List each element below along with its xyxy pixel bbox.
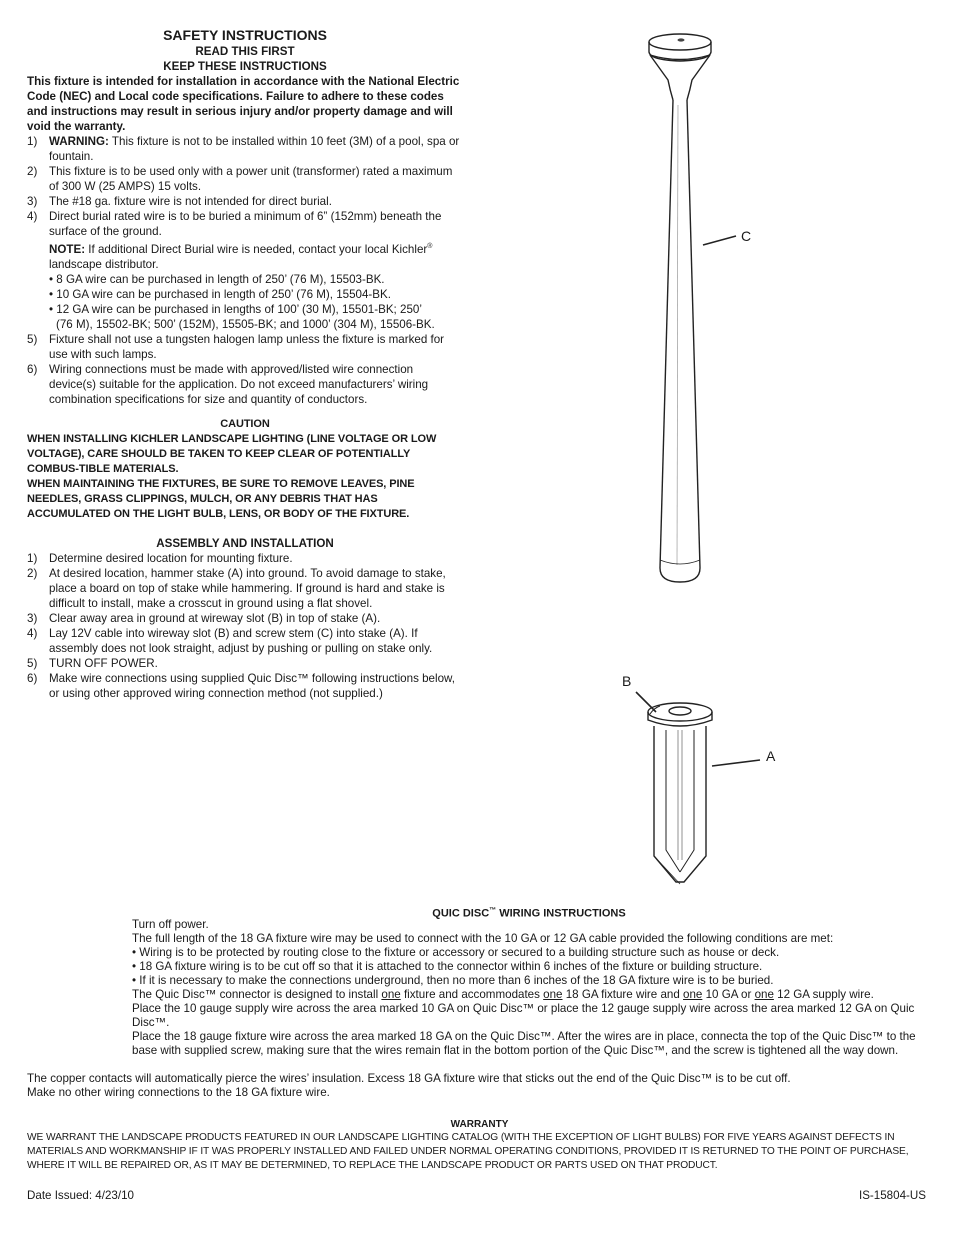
safety-subtitle-read: READ THIS FIRST [195, 45, 295, 58]
step-number: 6) [27, 672, 38, 685]
text-run: 12 GA supply wire. [773, 988, 874, 1001]
quic-no-other: Make no other wiring connections to the 18 GA fixture wire. [27, 1086, 330, 1099]
caution-maintain: WHEN MAINTAINING THE FIXTURES, BE SURE TO REMOVE LEAVES, PINE NEEDLES, GRASS CLIPPINGS, MULCH, OR ANY DEBRIS THAT HAS ACCUMULATED ON THE LIGHT BULB, LENS, OR BODY OF THE FIXTURE. [27, 478, 415, 520]
step-text: Lay 12V cable into wireway slot (B) and screw stem (C) into stake (A). If assembly does not look straight, adjust by pushing or pulling on stake only. [49, 627, 433, 655]
stake-illustration [648, 703, 712, 884]
registered-mark: ® [427, 243, 433, 250]
safety-subtitle-keep: KEEP THESE INSTRUCTIONS [163, 60, 327, 73]
item-number: 5) [27, 332, 38, 346]
leader-line-a [712, 760, 760, 766]
text-run: one [754, 988, 774, 1001]
item-text: The #18 ga. fixture wire is not intended for direct burial. [49, 195, 332, 208]
warranty-title: WARRANTY [450, 1119, 509, 1130]
quic-designed [132, 988, 932, 1002]
quic-bullet-3: • If it is necessary to make the connections underground, then no more than 6 inches of the 18 GA fixture wire is to be buried. [132, 974, 774, 987]
caution-install: WHEN INSTALLING KICHLER LANDSCAPE LIGHTING (LINE VOLTAGE OR LOW VOLTAGE), CARE SHOULD BE TAKEN TO KEEP CLEAR OF POTENTIALLY COMBUS-TIBLE MATERIALS. [27, 433, 437, 475]
text-run: 10 GA or [702, 988, 755, 1001]
wire-bullet-12ga: • 12 GA wire can be purchased in lengths of 100’ (30 M), 15501-BK; 250’ [49, 302, 422, 316]
item-text: Fixture shall not use a tungsten halogen lamp unless the fixture is marked for use with such lamps. [49, 332, 445, 361]
step-number: 5) [27, 657, 38, 670]
note-text-2: landscape distributor. [49, 257, 159, 271]
note-text: If additional Direct Burial wire is needed, contact your local Kichler [85, 242, 428, 256]
step-text: Make wire connections using supplied Quic Disc™ following instructions below, or using other approved wiring connection method (not supplied.) [49, 672, 455, 700]
quic-title-rest: WIRING INSTRUCTIONS [496, 907, 626, 920]
label-a-stake: A [766, 748, 776, 764]
fixture-cap-illustration [649, 34, 711, 100]
quic-full-length: The full length of the 18 GA fixture wire may be used to connect with the 10 GA or 12 GA cable provided the following conditions are met: [132, 932, 834, 945]
quic-title-tm: ™ [489, 907, 497, 914]
warning-label: WARNING: [49, 135, 109, 148]
step-number: 2) [27, 567, 38, 580]
text-run: one [543, 988, 563, 1001]
step-text: Clear away area in ground at wireway slot (B) in top of stake (A). [49, 612, 381, 625]
quic-place-supply: Place the 10 gauge supply wire across the area marked 10 GA on Quic Disc™ or place the 12 gauge supply wire across the area marked 12 GA on Quic Disc™. [132, 1002, 915, 1029]
quic-place-fixture: Place the 18 gauge fixture wire across the area marked 18 GA on the Quic Disc™. After the wires are in place, connecta the top of the Quic Disc™ to the base with supplied screw, making sure that the wires remain flat in the bottom portion of the Quic Disc™, and the screw is tightened all the way down. [132, 1030, 916, 1057]
step-number: 3) [27, 612, 38, 625]
label-b-wireway-slot: B [622, 673, 632, 689]
step-number: 4) [27, 627, 38, 640]
step-text: At desired location, hammer stake (A) into ground. To avoid damage to stake, place a board on top of stake while hammering. If ground is hard and stake is difficult to install, make a crosscut in ground using a flat shovel. [49, 567, 446, 610]
fixture-stem-illustration [660, 100, 700, 582]
text-run: The Quic Disc™ connector is designed to install [132, 988, 382, 1001]
leader-line-b [636, 692, 656, 712]
item-number: 3) [27, 195, 38, 208]
caution-title: CAUTION [220, 418, 270, 430]
quic-disc-body [132, 918, 932, 1058]
text-run: one [683, 988, 703, 1001]
step-text: Determine desired location for mounting fixture. [49, 552, 293, 565]
label-c-stem: C [741, 228, 752, 244]
text-run: fixture and accommodates [400, 988, 544, 1001]
warranty-section [27, 1118, 932, 1173]
assembly-title: ASSEMBLY AND INSTALLATION [156, 537, 334, 550]
quic-copper-contacts: The copper contacts will automatically pierce the wires’ insulation. Excess 18 GA fixture wire that sticks out the end of the Quic Disc™ is to be cut off. [27, 1072, 791, 1085]
quic-disc-footer-text [27, 1072, 932, 1100]
item-text: Wiring connections must be made with approved/listed wire connection device(s) suitable for the application. Do not exceed manufacturers’ wiring combination specifications for size and quantity of conductors. [49, 362, 429, 406]
item-number: 2) [27, 165, 38, 178]
text-run: 18 GA fixture wire and [562, 988, 684, 1001]
document-code: IS-15804-US [858, 1189, 926, 1202]
item-number: 4) [27, 210, 38, 223]
quic-bullet-2: • 18 GA fixture wiring is to be cut off so that it is attached to the connector within 6 inches of the fixture or building structure. [132, 960, 763, 973]
wire-bullet-10ga: • 10 GA wire can be purchased in length of 250’ (76 M), 15504-BK. [49, 287, 391, 301]
item-text: This fixture is not to be installed within 10 feet (3M) of a pool, spa or fountain. [49, 135, 460, 163]
safety-title: SAFETY INSTRUCTIONS [163, 27, 327, 43]
quic-turn-off: Turn off power. [132, 918, 209, 931]
leader-line-c [703, 236, 736, 245]
wire-bullet-8ga: • 8 GA wire can be purchased in length of 250’ (76 M), 15503-BK. [49, 272, 385, 286]
note-label: NOTE: [49, 242, 86, 256]
quic-title-main: QUIC DISC [432, 907, 490, 920]
warranty-text: WE WARRANT THE LANDSCAPE PRODUCTS FEATURED IN OUR LANDSCAPE LIGHTING CATALOG (WITH THE EXCEPTION OF LIGHT BULBS) FOR FIVE YEARS AGAINST DEFECTS IN MATERIALS AND WORKMANSHIP IF IT WAS PROPERLY INSTALLED AND FAILED UNDER NORMAL OPERATING CONDITIONS, PROVIDED IT IS RETURNED TO THE POINT OF PURCHASE, WHERE IT WILL BE REPAIRED OR, AS IT MAY BE DETERMINED, TO REPLACE THE LANDSCAPE PRODUCT OR PARTS USED ON THAT PRODUCT. [27, 1132, 909, 1171]
wire-bullet-12ga-cont: (76 M), 15502-BK; 500’ (152M), 15505-BK; and 1000’ (304 M), 15506-BK. [56, 317, 435, 331]
item-number: 6) [27, 362, 38, 376]
quic-bullet-1: • Wiring is to be protected by routing close to the fixture or accessory or secured to a building structure such as house or deck. [132, 946, 780, 959]
item-text: Direct burial rated wire is to be buried a minimum of 6” (152mm) beneath the surface of the ground. [49, 210, 442, 238]
text-run: one [381, 988, 401, 1001]
step-text: TURN OFF POWER. [49, 657, 158, 670]
safety-intro: This fixture is intended for installation in accordance with the National Electric Code (NEC) and Local code specifications. Failure to adhere to these codes and instructions may result in serious injury and/or property damage and will void the warranty. [27, 75, 460, 133]
step-number: 1) [27, 552, 38, 565]
date-issued: Date Issued: 4/23/10 [27, 1189, 134, 1202]
item-number: 1) [27, 135, 38, 148]
item-text: This fixture is to be used only with a power unit (transformer) rated a maximum of 300 W (25 AMPS) 15 volts. [49, 165, 453, 193]
